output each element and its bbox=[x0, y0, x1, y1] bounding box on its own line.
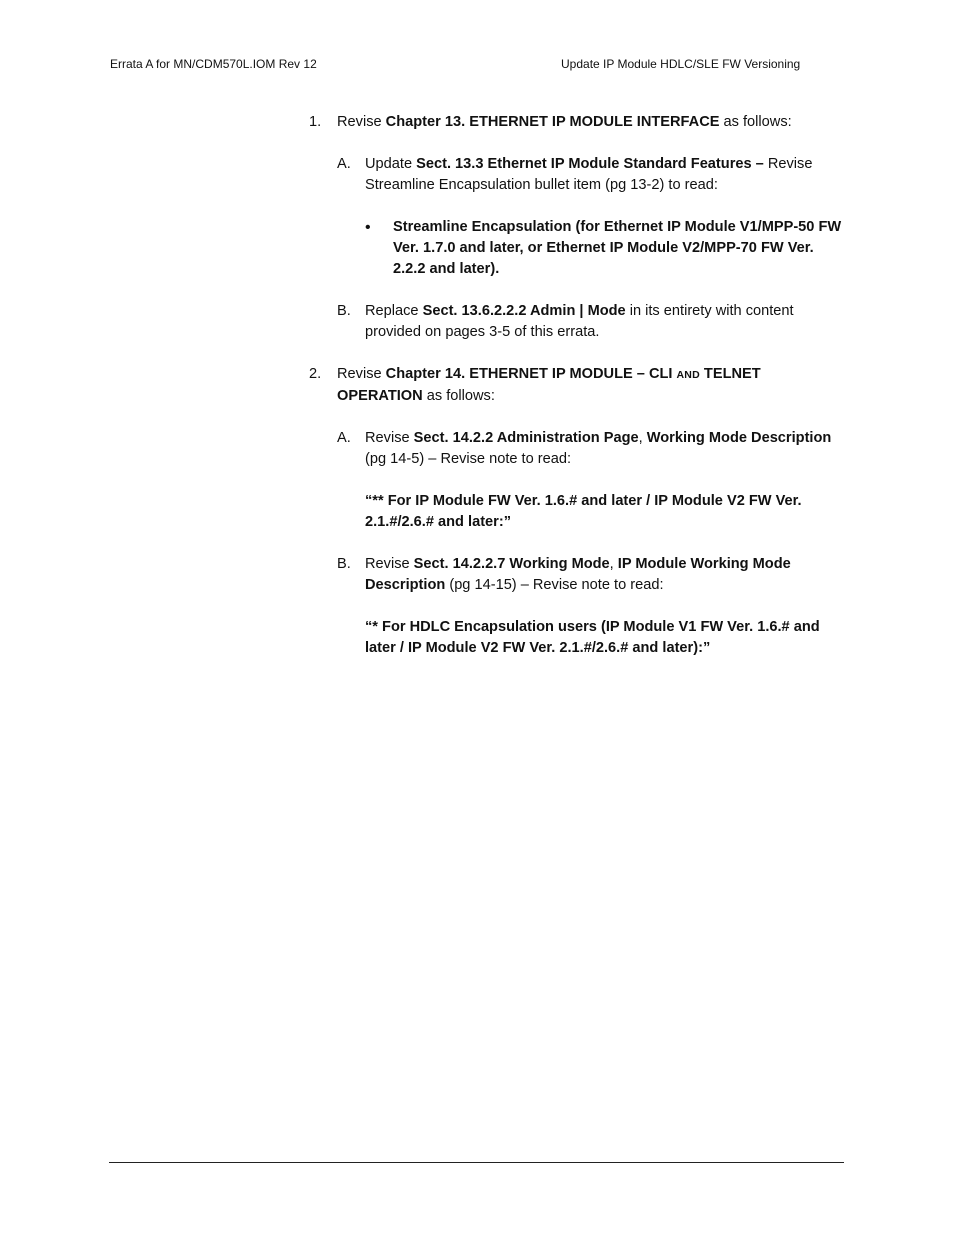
note-text: “* For HDLC Encapsulation users (IP Module V1 FW Ver. 1.6.# and later / IP Module V2 FW Ver. 2.1.#/2.6.# and later):” bbox=[365, 619, 820, 656]
bullet-item bbox=[365, 217, 844, 280]
sub-item-letter: B. bbox=[337, 303, 351, 319]
item-text: Revise Chapter 14. ETHERNET IP MODULE – CLI AND TELNET OPERATION as follows: bbox=[337, 366, 761, 404]
sub-item-2b bbox=[337, 554, 844, 596]
item-text: Revise Chapter 13. ETHERNET IP MODULE INTERFACE as follows: bbox=[337, 114, 792, 130]
sub-item-text: Revise Sect. 14.2.2.7 Working Mode, IP Module Working Mode Description (pg 14-15) – Revise note to read: bbox=[365, 556, 791, 593]
header-doc-title: Errata A for MN/CDM570L.IOM Rev 12 bbox=[110, 57, 317, 71]
sub-item-letter: A. bbox=[337, 156, 351, 172]
list-item-2 bbox=[309, 364, 844, 407]
header-section-title: Update IP Module HDLC/SLE FW Versioning bbox=[561, 57, 801, 71]
sub-item-2a bbox=[337, 428, 844, 470]
item-number: 1. bbox=[309, 114, 322, 130]
errata-content bbox=[309, 112, 844, 659]
sub-item-1b bbox=[337, 301, 844, 343]
bullet-text: Streamline Encapsulation (for Ethernet IP Module V1/MPP-50 FW Ver. 1.7.0 and later, or Ethernet IP Module V2/MPP-70 FW Ver. 2.2.2 and later). bbox=[393, 219, 842, 277]
item-number: 2. bbox=[309, 366, 322, 382]
footer-divider bbox=[109, 1162, 844, 1163]
sub-item-letter: A. bbox=[337, 430, 351, 446]
sub-item-1a bbox=[337, 154, 844, 196]
sub-item-text: Update Sect. 13.3 Ethernet IP Module Standard Features – Revise Streamline Encapsulation bullet item (pg 13-2) to read: bbox=[365, 156, 813, 193]
sub-item-text: Revise Sect. 14.2.2 Administration Page, Working Mode Description (pg 14-5) – Revise note to read: bbox=[365, 430, 832, 467]
note-text: “** For IP Module FW Ver. 1.6.# and later / IP Module V2 FW Ver. 2.1.#/2.6.# and later:” bbox=[365, 493, 802, 530]
sub-item-text: Replace Sect. 13.6.2.2.2 Admin | Mode in its entirety with content provided on pages 3-5 of this errata. bbox=[365, 303, 794, 340]
list-item-1 bbox=[309, 112, 844, 133]
sub-item-letter: B. bbox=[337, 556, 351, 572]
bullet-icon: • bbox=[365, 219, 371, 236]
